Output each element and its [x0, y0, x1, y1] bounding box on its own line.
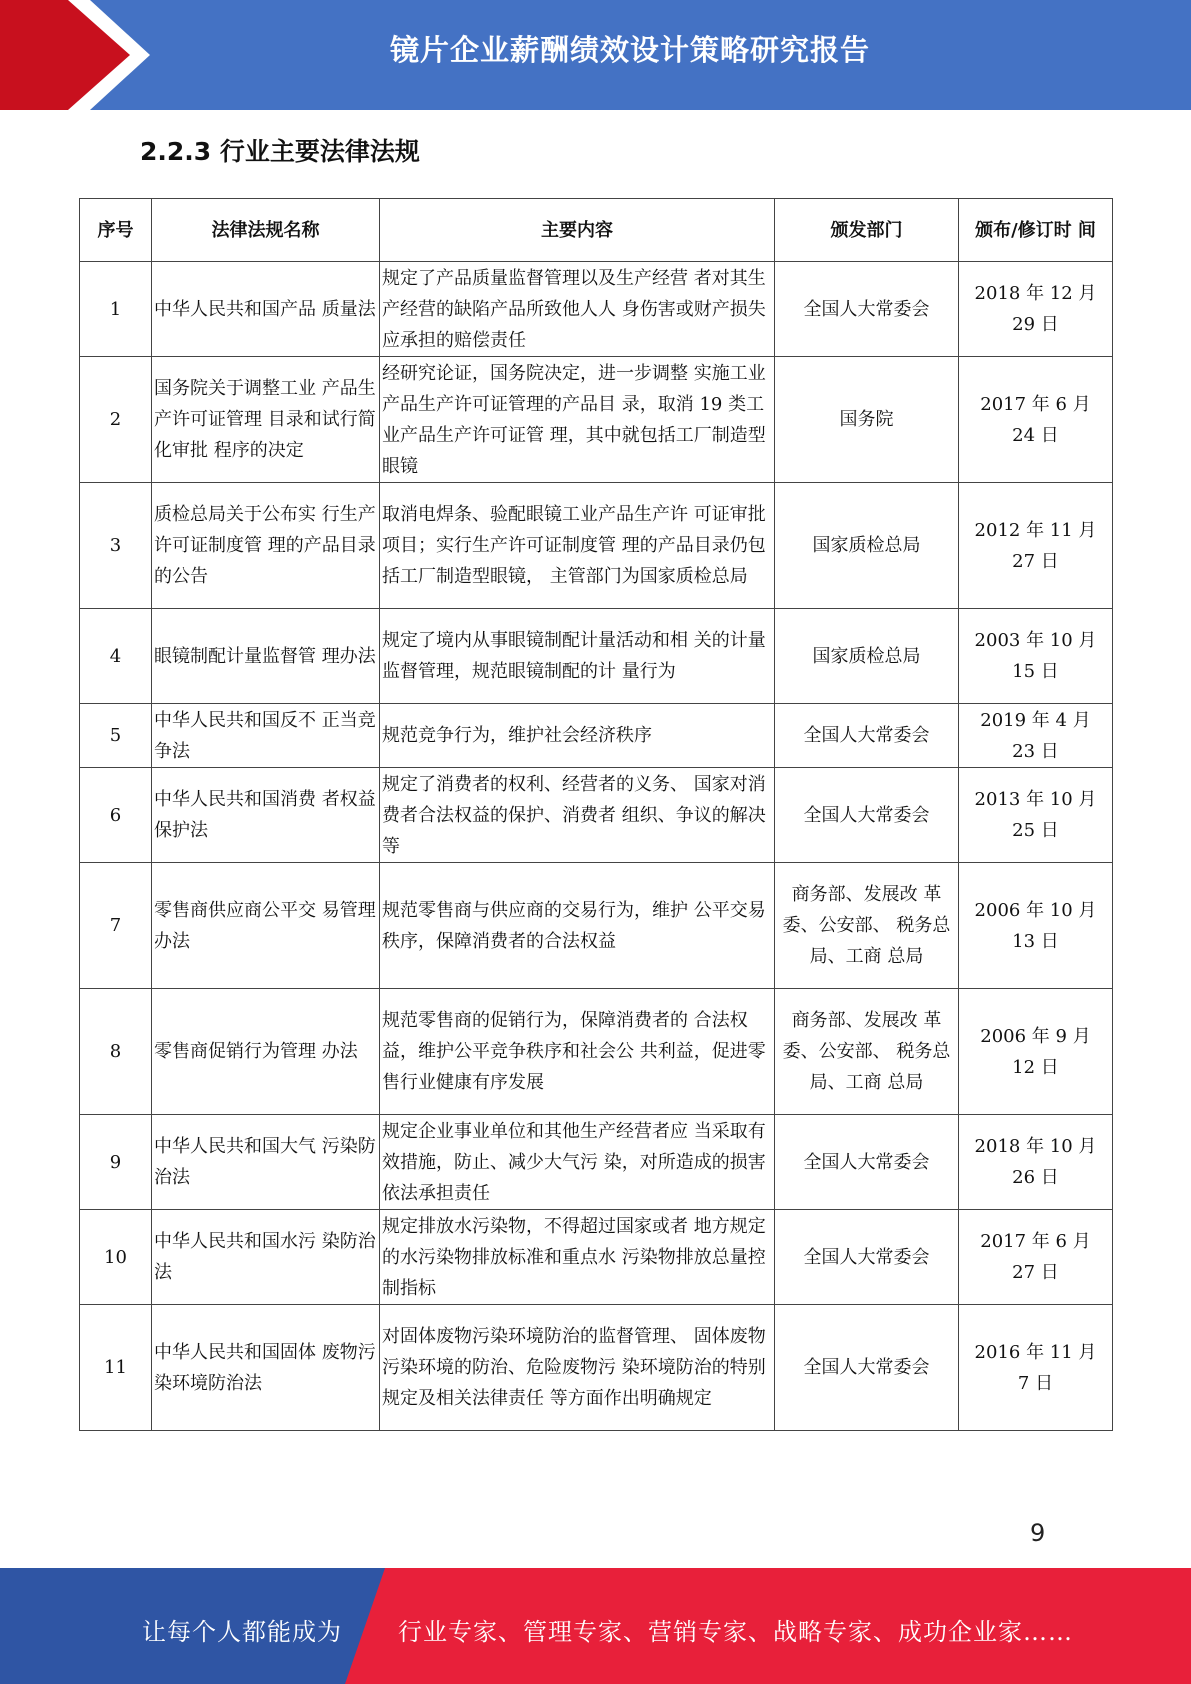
laws-table	[79, 198, 1113, 1431]
row-date-line1: 2017 年 6 月	[980, 1231, 1091, 1252]
footer-slogan-left: 让每个人都能成为	[142, 1618, 342, 1646]
row-law-name: 中华人民共和国反不 正当竞争法	[152, 704, 380, 768]
header-index: 序号	[80, 199, 152, 262]
row-department: 全国人大常委会	[775, 1210, 959, 1305]
row-law-name: 中华人民共和国大气 污染防治法	[152, 1115, 380, 1210]
row-date-line1: 2012 年 11 月	[974, 519, 1097, 541]
row-date-line1: 2006 年 10 月	[974, 899, 1097, 921]
row-law-name: 中华人民共和国消费 者权益保护法	[152, 768, 380, 863]
row-index: 1	[80, 262, 152, 357]
row-date-line1: 2013 年 10 月	[974, 789, 1097, 810]
row-content: 规范零售商的促销行为，保障消费者的 合法权益，维护公平竞争秩序和社会公 共利益，促进零售行业健康有序发展	[380, 989, 775, 1115]
page-header	[0, 0, 1191, 110]
row-index: 5	[80, 704, 152, 768]
row-content: 规定了消费者的权利、经营者的义务、 国家对消费者合法权益的保护、消费者 组织、争议的解决等	[380, 768, 775, 863]
row-date	[959, 1115, 1113, 1210]
row-law-name: 中华人民共和国固体 废物污染环境防治法	[152, 1305, 380, 1431]
table-row	[80, 483, 1113, 609]
row-date	[959, 768, 1113, 863]
row-index: 4	[80, 609, 152, 704]
row-content: 取消电焊条、验配眼镜工业产品生产许 可证审批项目；实行生产许可证制度管 理的产品目录仍包括工厂制造型眼镜， 主管部门为国家质检总局	[380, 483, 775, 609]
row-content: 规定企业事业单位和其他生产经营者应 当采取有效措施，防止、减少大气污 染，对所造成的损害依法承担责任	[380, 1115, 775, 1210]
row-date	[959, 357, 1113, 483]
row-date-line2: 26 日	[1012, 1167, 1059, 1188]
row-date	[959, 863, 1113, 989]
row-department: 商务部、发展改 革委、公安部、 税务总局、工商 总局	[775, 989, 959, 1115]
row-date-line2: 12 日	[1012, 1056, 1059, 1078]
row-date-line1: 2019 年 4 月	[980, 709, 1091, 731]
report-title: 镜片企业薪酬绩效设计策略研究报告	[389, 33, 870, 67]
row-department: 全国人大常委会	[775, 1115, 959, 1210]
row-date	[959, 704, 1113, 768]
row-index: 2	[80, 357, 152, 483]
row-department: 全国人大常委会	[775, 704, 959, 768]
row-index: 6	[80, 768, 152, 863]
row-department: 商务部、发展改 革委、公安部、 税务总局、工商 总局	[775, 863, 959, 989]
row-date-line2: 25 日	[1012, 820, 1059, 841]
row-date-line2: 24 日	[1012, 424, 1059, 446]
row-department: 全国人大常委会	[775, 768, 959, 863]
row-date-line1: 2018 年 12 月	[974, 283, 1097, 304]
row-date	[959, 483, 1113, 609]
table-row	[80, 1210, 1113, 1305]
table-row	[80, 357, 1113, 483]
row-date-line1: 2006 年 9 月	[980, 1025, 1091, 1047]
table-header-row	[80, 199, 1113, 262]
row-date-line2: 27 日	[1012, 1262, 1059, 1283]
table-row	[80, 262, 1113, 357]
header-law-name: 法律法规名称	[152, 199, 380, 262]
row-date-line2: 23 日	[1012, 740, 1059, 762]
row-department: 全国人大常委会	[775, 262, 959, 357]
row-date-line2: 27 日	[1012, 550, 1059, 572]
row-date	[959, 262, 1113, 357]
row-date	[959, 989, 1113, 1115]
table-row	[80, 704, 1113, 768]
row-content: 规定了境内从事眼镜制配计量活动和相 关的计量监督管理，规范眼镜制配的计 量行为	[380, 609, 775, 704]
row-content: 规定排放水污染物，不得超过国家或者 地方规定的水污染物排放标准和重点水 污染物排放总量控制指标	[380, 1210, 775, 1305]
row-department: 国家质检总局	[775, 609, 959, 704]
footer-slogan-right: 行业专家、管理专家、营销专家、战略专家、成功企业家……	[398, 1618, 1073, 1646]
row-index: 10	[80, 1210, 152, 1305]
table-row	[80, 609, 1113, 704]
page-footer	[0, 1568, 1191, 1684]
table-row	[80, 1115, 1113, 1210]
row-date	[959, 1305, 1113, 1431]
row-date-line1: 2017 年 6 月	[980, 393, 1091, 415]
page-number: 9	[1030, 1519, 1046, 1547]
row-law-name: 中华人民共和国水污 染防治法	[152, 1210, 380, 1305]
row-index: 3	[80, 483, 152, 609]
row-department: 全国人大常委会	[775, 1305, 959, 1431]
row-law-name: 零售商促销行为管理 办法	[152, 989, 380, 1115]
row-date-line2: 29 日	[1012, 314, 1059, 335]
row-date	[959, 609, 1113, 704]
row-date-line2: 15 日	[1012, 661, 1059, 682]
row-content: 经研究论证，国务院决定，进一步调整 实施工业产品生产许可证管理的产品目 录，取消 19 类工业产品生产许可证管 理，其中就包括工厂制造型眼镜	[380, 357, 775, 483]
row-date	[959, 1210, 1113, 1305]
section-heading: 2.2.3 行业主要法律法规	[140, 137, 420, 166]
header-content: 主要内容	[380, 199, 775, 262]
row-content: 规范零售商与供应商的交易行为，维护 公平交易秩序，保障消费者的合法权益	[380, 863, 775, 989]
table-row	[80, 1305, 1113, 1431]
row-law-name: 国务院关于调整工业 产品生产许可证管理 目录和试行简化审批 程序的决定	[152, 357, 380, 483]
row-index: 9	[80, 1115, 152, 1210]
row-date-line1: 2018 年 10 月	[974, 1136, 1097, 1157]
row-law-name: 眼镜制配计量监督管 理办法	[152, 609, 380, 704]
row-department: 国务院	[775, 357, 959, 483]
row-index: 8	[80, 989, 152, 1115]
row-content: 对固体废物污染环境防治的监督管理、 固体废物污染环境的防治、危险废物污 染环境防治的特别规定及相关法律责任 等方面作出明确规定	[380, 1305, 775, 1431]
row-date-line2: 13 日	[1012, 930, 1059, 952]
row-index: 11	[80, 1305, 152, 1431]
row-law-name: 零售商供应商公平交 易管理办法	[152, 863, 380, 989]
table-row	[80, 863, 1113, 989]
row-date-line2: 7 日	[1017, 1372, 1054, 1394]
header-date: 颁布/修订时 间	[959, 199, 1113, 262]
header-department: 颁发部门	[775, 199, 959, 262]
row-law-name: 中华人民共和国产品 质量法	[152, 262, 380, 357]
row-date-line1: 2003 年 10 月	[974, 630, 1097, 651]
row-content: 规定了产品质量监督管理以及生产经营 者对其生产经营的缺陷产品所致他人人 身伤害或财产损失应承担的赔偿责任	[380, 262, 775, 357]
row-index: 7	[80, 863, 152, 989]
row-content: 规范竞争行为，维护社会经济秩序	[380, 704, 775, 768]
table-row	[80, 768, 1113, 863]
row-department: 国家质检总局	[775, 483, 959, 609]
row-law-name: 质检总局关于公布实 行生产许可证制度管 理的产品目录的公告	[152, 483, 380, 609]
row-date-line1: 2016 年 11 月	[974, 1341, 1097, 1363]
table-row	[80, 989, 1113, 1115]
